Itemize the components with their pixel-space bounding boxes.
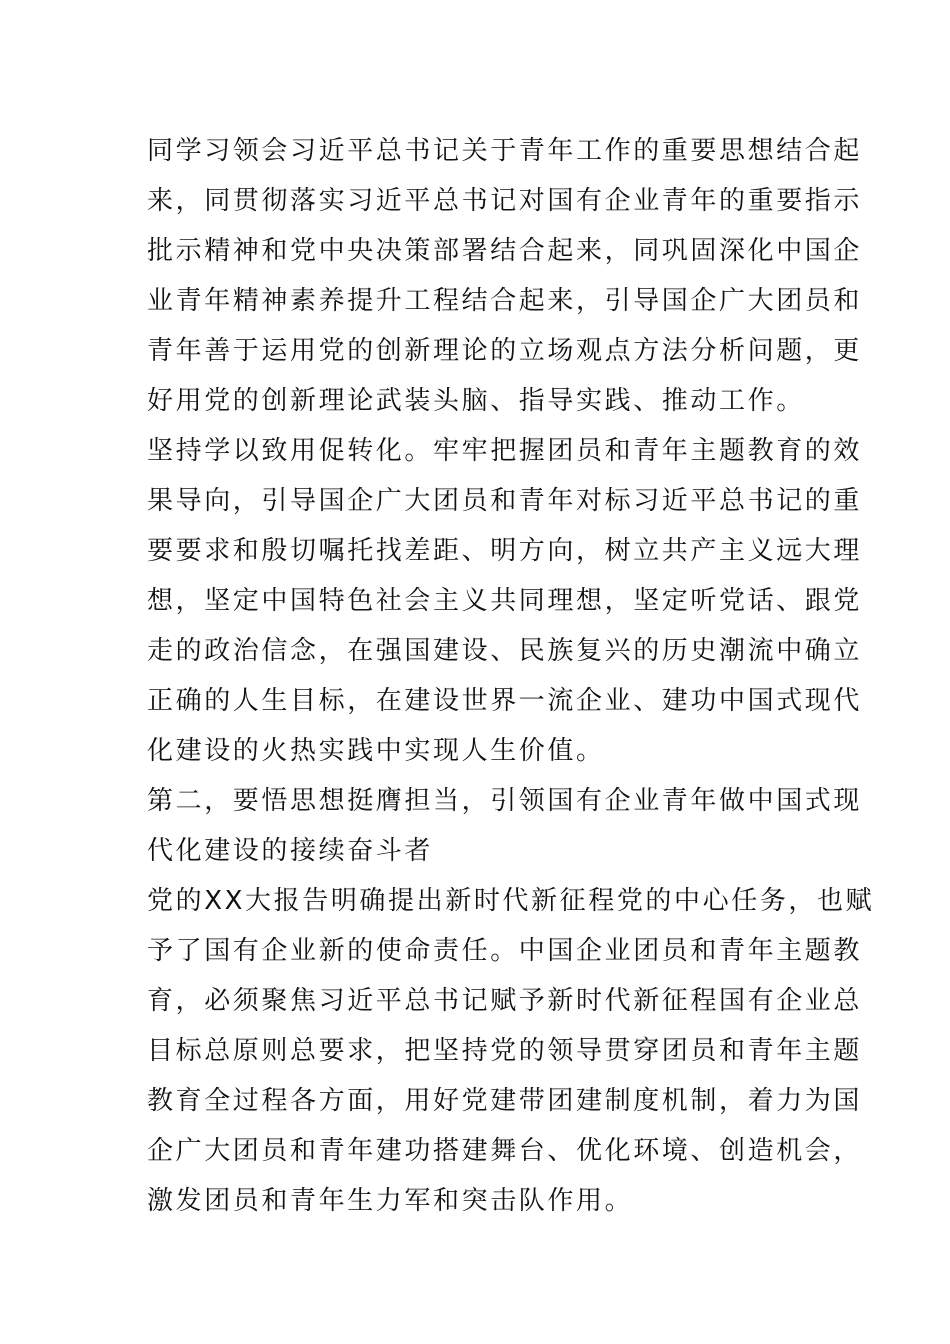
section-heading-line: 代化建设的接续奋斗者 [147, 836, 434, 866]
text-line: 目标总原则总要求，把坚持党的领导贯穿团员和青年主题 [147, 1036, 863, 1066]
text-line: 坚持学以致用促转化。牢牢把握团员和青年主题教育的效 [147, 436, 863, 466]
text-line: 化建设的火热实践中实现人生价值。 [147, 736, 605, 766]
section-heading-line: 第二，要悟思想挺膺担当，引领国有企业青年做中国式现 [147, 786, 863, 816]
text-line: 育，必须聚焦习近平总书记赋予新时代新征程国有企业总 [147, 986, 863, 1016]
text-line: 走的政治信念，在强国建设、民族复兴的历史潮流中确立 [147, 636, 863, 666]
text-line: 予了国有企业新的使命责任。中国企业团员和青年主题教 [147, 936, 863, 966]
text-line: 来，同贯彻落实习近平总书记对国有企业青年的重要指示 [147, 186, 863, 216]
text-line: 业青年精神素养提升工程结合起来，引导国企广大团员和 [147, 286, 863, 316]
text-line: 党的XX大报告明确提出新时代新征程党的中心任务，也赋 [147, 886, 875, 916]
text-line: 想，坚定中国特色社会主义共同理想，坚定听党话、跟党 [147, 586, 863, 616]
text-line: 激发团员和青年生力军和突击队作用。 [147, 1186, 634, 1216]
text-line: 正确的人生目标，在建设世界一流企业、建功中国式现代 [147, 686, 863, 716]
text-line: 同学习领会习近平总书记关于青年工作的重要思想结合起 [147, 136, 863, 166]
text-line: 批示精神和党中央决策部署结合起来，同巩固深化中国企 [147, 236, 863, 266]
text-line: 青年善于运用党的创新理论的立场观点方法分析问题，更 [147, 336, 863, 366]
text-line: 好用党的创新理论武装头脑、指导实践、推动工作。 [147, 386, 805, 416]
text-line: 企广大团员和青年建功搭建舞台、优化环境、创造机会， [147, 1136, 863, 1166]
text-line: 要要求和殷切嘱托找差距、明方向，树立共产主义远大理 [147, 536, 863, 566]
text-line: 果导向，引导国企广大团员和青年对标习近平总书记的重 [147, 486, 863, 516]
text-line: 教育全过程各方面，用好党建带团建制度机制，着力为国 [147, 1086, 863, 1116]
